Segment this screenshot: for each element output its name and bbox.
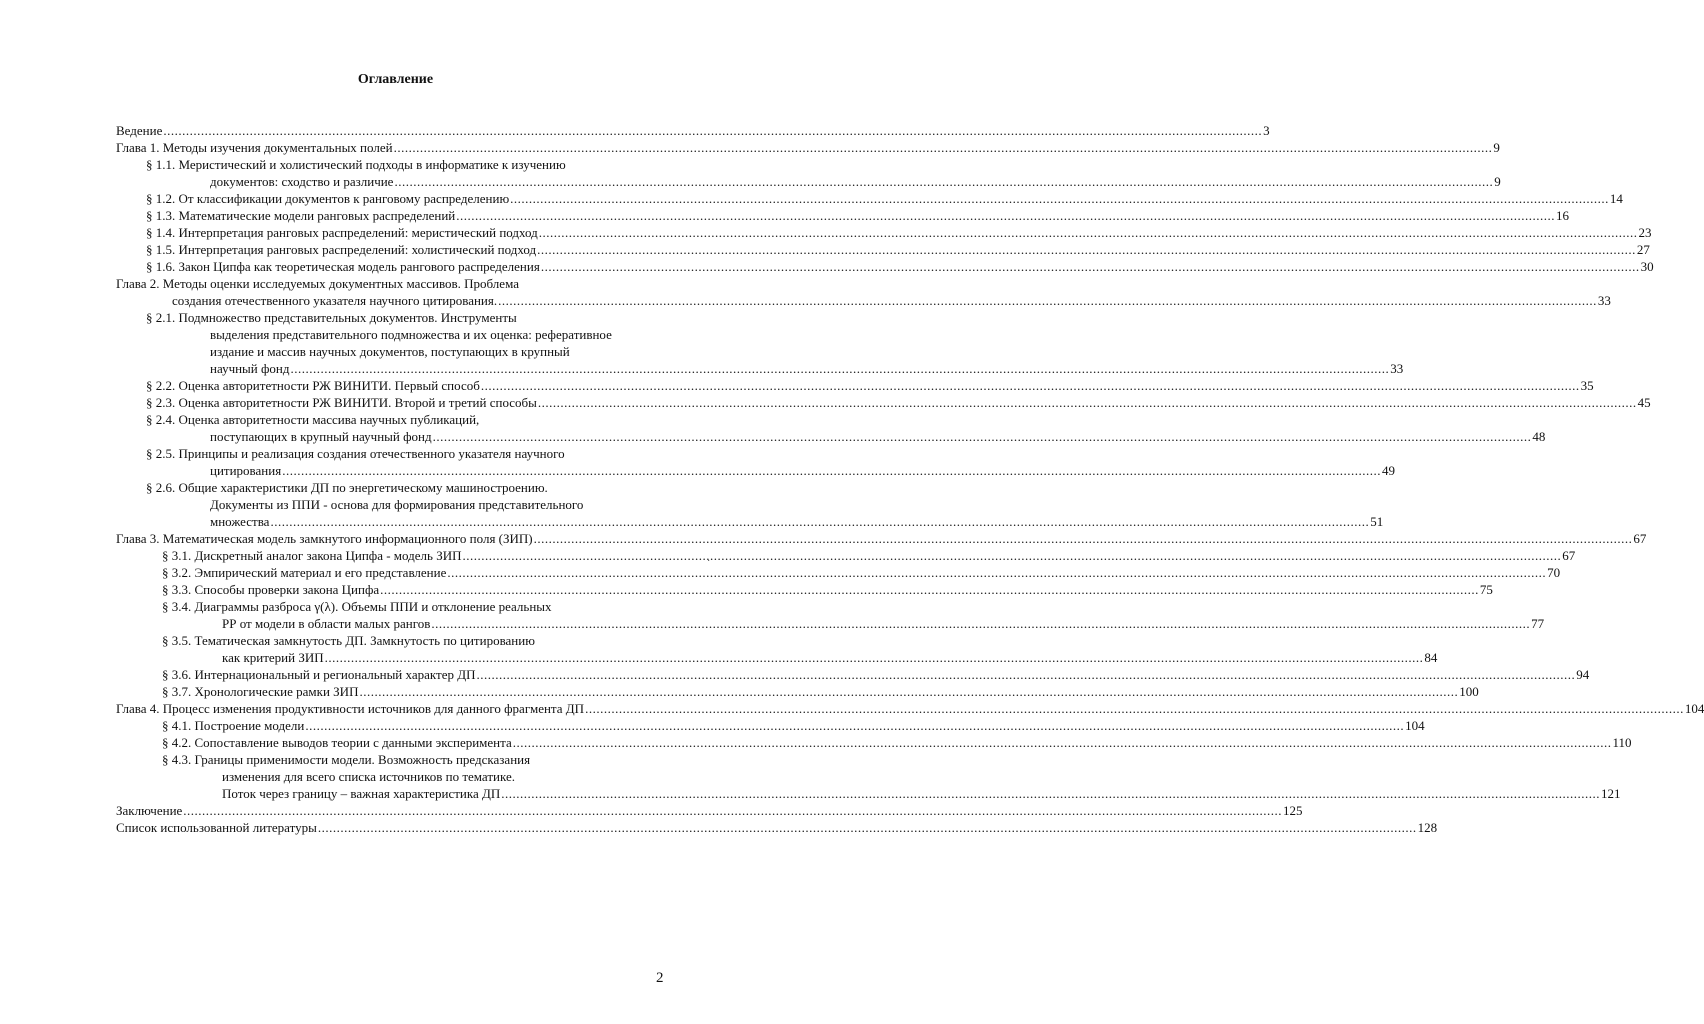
dot-leader: [501, 786, 1600, 801]
toc-entry-text: поступающих в крупный научный фонд: [210, 429, 432, 444]
toc-page-number: 45: [1637, 395, 1651, 410]
toc-entry-text: § 2.4. Оценка авторитетности массива научных публикаций,: [146, 412, 480, 427]
dot-leader: [359, 683, 1458, 700]
dot-leader: [537, 241, 1636, 258]
toc-page-number: 110: [1612, 735, 1632, 750]
toc-entry-text: § 4.1. Построение модели: [162, 718, 305, 733]
dot-leader: [270, 514, 1369, 529]
toc-entry: [116, 394, 1651, 411]
dot-leader: [394, 139, 1493, 156]
page-number: 2: [656, 970, 664, 986]
toc-entry: [116, 258, 1654, 275]
toc-entry: [116, 666, 1590, 683]
toc-entry: [116, 479, 1384, 530]
toc-entry: [116, 411, 1546, 445]
table-of-contents: [116, 122, 1704, 836]
toc-entry: [116, 190, 1623, 207]
toc-entry-text: Список использованной литературы: [116, 820, 317, 835]
dot-leader: [380, 581, 1479, 598]
toc-entry-text: выделения представительного подмножества и их оценка: реферативное: [210, 327, 612, 342]
toc-entry-text: РР от модели в области малых рангов: [222, 616, 431, 631]
dot-leader: [541, 258, 1640, 275]
toc-entry: [116, 122, 1270, 139]
toc-entry-text: Ведение: [116, 123, 163, 138]
toc-entry-text: § 2.5. Принципы и реализация создания отечественного указателя научного: [146, 446, 565, 461]
toc-entry-text: § 2.2. Оценка авторитетности РЖ ВИНИТИ. Первый способ: [146, 378, 480, 393]
toc-entry: [116, 802, 1303, 819]
toc-entry: [116, 581, 1493, 598]
toc-entry: [116, 224, 1652, 241]
dot-leader: [291, 361, 1390, 376]
dot-leader: [481, 377, 1580, 394]
dot-leader: [463, 547, 1562, 564]
dot-leader: [510, 190, 1609, 207]
toc-entry-text: § 3.2. Эмпирический материал и его представление: [162, 565, 447, 580]
toc-page-number: 48: [1532, 429, 1546, 444]
toc-entry-text: Глава 4. Процесс изменения продуктивности источников для данного фрагмента ДП: [116, 701, 585, 716]
toc-page-number: 128: [1417, 820, 1438, 835]
toc-page-number: 94: [1576, 667, 1590, 682]
toc-page-number: 104: [1684, 701, 1704, 716]
dot-leader: [447, 564, 1546, 581]
toc-entry: [116, 751, 1621, 802]
dot-leader: [534, 530, 1633, 547]
toc-entry-text: как критерий ЗИП: [222, 650, 324, 665]
toc-entry: [116, 139, 1500, 156]
toc-entry: [116, 717, 1425, 734]
toc-entry-text: § 2.1. Подмножество представительных документов. Инструменты: [146, 310, 517, 325]
dot-leader: [394, 174, 1493, 189]
toc-entry: [116, 156, 1501, 190]
toc-entry: [116, 819, 1438, 836]
toc-page-number: 33: [1390, 361, 1404, 376]
toc-page-number: 9: [1493, 140, 1500, 155]
toc-page-number: 51: [1370, 514, 1384, 529]
toc-entry: [116, 275, 1611, 309]
toc-entry-text: Заключение: [116, 803, 183, 818]
toc-entry-text: издание и массив научных документов, поступающих в крупный: [210, 344, 570, 359]
toc-entry: [116, 564, 1561, 581]
toc-entry-text: создания отечественного указателя научного цитирования.: [172, 293, 498, 308]
toc-entry-text: § 1.6. Закон Ципфа как теоретическая модель рангового распределения: [146, 259, 540, 274]
toc-page-number: 67: [1562, 548, 1576, 563]
toc-entry: [116, 207, 1569, 224]
toc-page-number: 75: [1479, 582, 1493, 597]
toc-entry-text: документов: сходство и различие: [210, 174, 394, 189]
dot-leader: [183, 802, 1282, 819]
toc-entry: [116, 530, 1647, 547]
toc-entry-text: § 4.2. Сопоставление выводов теории с данными эксперимента: [162, 735, 512, 750]
toc-entry-text: § 3.7. Хронологические рамки ЗИП: [162, 684, 359, 699]
toc-entry-text: § 1.4. Интерпретация ранговых распределений: меристический подход: [146, 225, 538, 240]
dot-leader: [456, 207, 1555, 224]
toc-entry-text: изменения для всего списка источников по тематике.: [222, 769, 515, 784]
toc-entry-text: § 2.6. Общие характеристики ДП по энергетическому машиностроению.: [146, 480, 548, 495]
toc-entry: [116, 547, 1576, 564]
toc-page-number: 27: [1636, 242, 1650, 257]
toc-entry-text: § 3.1. Дискретный аналог закона Ципфа - модель ЗИП: [162, 548, 462, 563]
toc-page-number: 121: [1601, 786, 1621, 801]
dot-leader: [585, 700, 1684, 717]
toc-entry-text: § 1.5. Интерпретация ранговых распределений: холистический подход: [146, 242, 537, 257]
dot-leader: [538, 394, 1637, 411]
toc-page-number: 14: [1609, 191, 1623, 206]
dot-leader: [498, 293, 1597, 308]
toc-entry-text: Глава 3. Математическая модель замкнутого информационного поля (ЗИП): [116, 531, 533, 546]
toc-page-number: 16: [1556, 208, 1569, 223]
toc-page-number: 33: [1597, 293, 1611, 308]
toc-entry-text: Глава 1. Методы изучения документальных полей: [116, 140, 393, 155]
toc-entry: [116, 632, 1438, 666]
toc-entry-text: научный фонд: [210, 361, 290, 376]
toc-page-number: 67: [1633, 531, 1647, 546]
toc-entry-text: Документы из ППИ - основа для формирования представительного: [210, 497, 584, 512]
toc-entry-text: § 3.5. Тематическая замкнутость ДП. Замкнутость по цитированию: [162, 633, 535, 648]
toc-page-number: 104: [1405, 718, 1425, 733]
toc-page-number: 70: [1547, 565, 1561, 580]
toc-page-number: 84: [1424, 650, 1438, 665]
toc-page-number: 100: [1459, 684, 1479, 699]
toc-entry-text: § 4.3. Границы применимости модели. Возможность предсказания: [162, 752, 531, 767]
toc-page-number: 23: [1638, 225, 1652, 240]
toc-entry: [116, 734, 1632, 751]
toc-entry-text: § 1.2. От классификации документов к ранговому распределению: [146, 191, 510, 206]
toc-entry-text: § 1.3. Математические модели ранговых распределений: [146, 208, 456, 223]
toc-page-number: 49: [1381, 463, 1395, 478]
toc-entry-text: § 1.1. Меристический и холистический подходы в информатике к изучению: [146, 157, 566, 172]
dot-leader: [305, 717, 1404, 734]
toc-entry-text: множества: [210, 514, 270, 529]
dot-leader: [539, 224, 1638, 241]
toc-page-number: 3: [1263, 123, 1270, 138]
toc-page-number: 35: [1580, 378, 1594, 393]
toc-entry: [116, 241, 1650, 258]
toc-entry-text: § 2.3. Оценка авторитетности РЖ ВИНИТИ. Второй и третий способы: [146, 395, 537, 410]
dot-leader: [433, 429, 1532, 444]
toc-entry: [116, 309, 1404, 377]
dot-leader: [163, 122, 1262, 139]
dot-leader: [325, 650, 1424, 665]
toc-entry-text: § 3.6. Интернациональный и региональный характер ДП: [162, 667, 476, 682]
toc-entry-text: цитирования: [210, 463, 282, 478]
toc-entry: [116, 700, 1704, 717]
toc-entry: [116, 683, 1479, 700]
toc-title: Оглавление: [357, 72, 434, 87]
toc-page-number: 30: [1640, 259, 1654, 274]
scan-mark: ·: [707, 556, 711, 567]
toc-page-number: 9: [1494, 174, 1501, 189]
dot-leader: [513, 734, 1612, 751]
dot-leader: [431, 616, 1530, 631]
dot-leader: [318, 819, 1417, 836]
toc-entry-text: Глава 2. Методы оценки исследуемых документных массивов. Проблема: [116, 276, 519, 291]
toc-page-number: 77: [1531, 616, 1545, 631]
toc-page-number: 125: [1283, 803, 1303, 818]
toc-entry-text: Поток через границу – важная характеристика ДП: [222, 786, 501, 801]
dot-leader: [282, 463, 1381, 478]
toc-entry: [116, 598, 1545, 632]
toc-entry: [116, 445, 1395, 479]
dot-leader: [477, 666, 1576, 683]
toc-entry-text: § 3.3. Способы проверки закона Ципфа: [162, 582, 380, 597]
toc-entry-text: § 3.4. Диаграммы разброса γ(λ). Объемы ППИ и отклонение реальных: [162, 599, 552, 614]
toc-entry: [116, 377, 1594, 394]
